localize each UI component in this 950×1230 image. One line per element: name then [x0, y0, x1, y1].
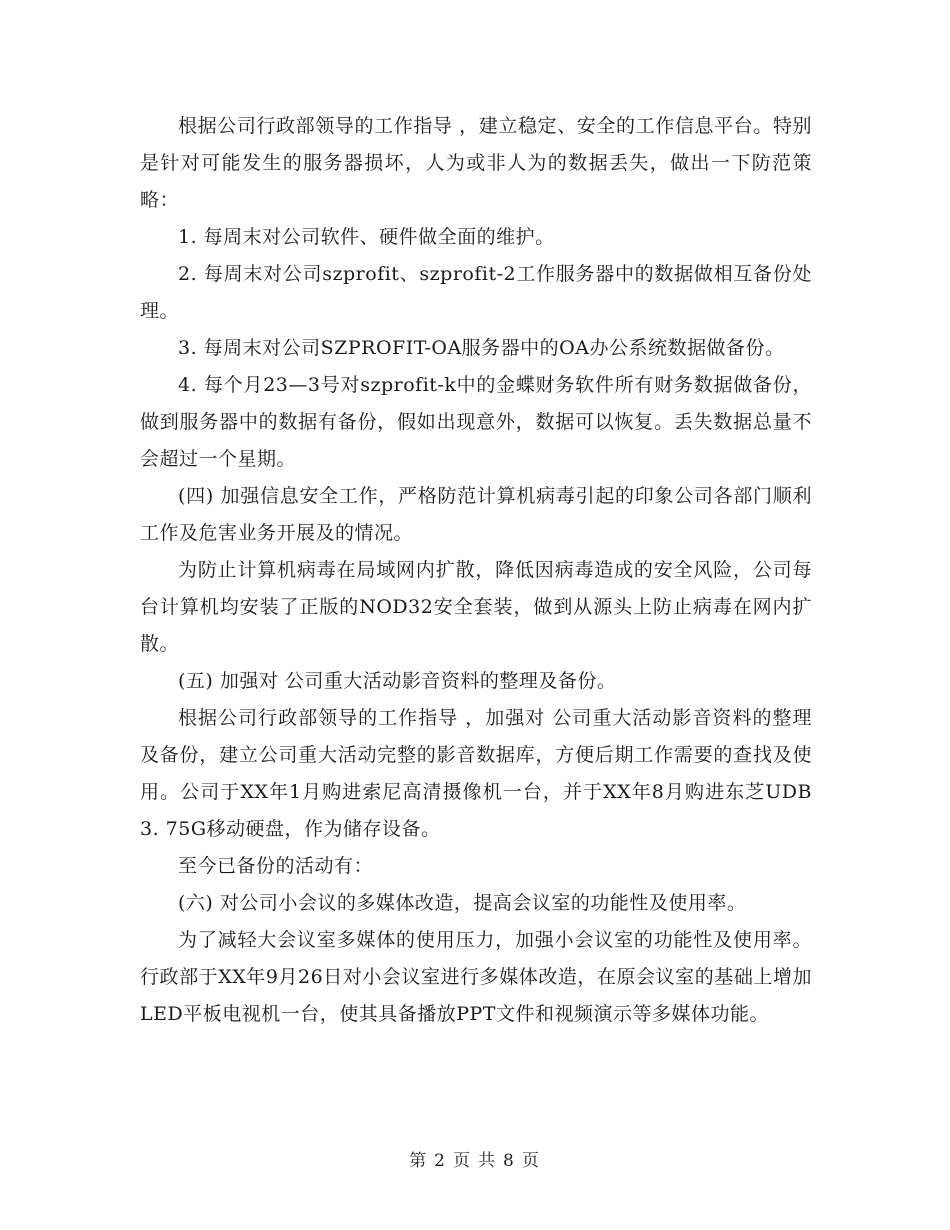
- footer-total-pages: 8: [503, 1151, 516, 1171]
- paragraph-item-2: 2. 每周末对公司szprofit、szprofit-2工作服务器中的数据做相互备份处理。: [140, 263, 812, 322]
- paragraph-item-4: 4. 每个月23—3号对szprofit-k中的金蝶财务软件所有财务数据做备份，做到服务器中的数据有备份，假如出现意外，数据可以恢复。丢失数据总量不会超过一个星期。: [140, 374, 812, 470]
- paragraph-intro: 根据公司行政部领导的工作指导 ，建立稳定、安全的工作信息平台。特别是针对可能发生的服务器损坏，人为或非人为的数据丢失，做出一下防范策略：: [140, 115, 812, 211]
- footer-page-unit: 页: [453, 1151, 472, 1171]
- section-heading-4: (四) 加强信息安全工作，严格防范计算机病毒引起的印象公司各部门顺利工作及危害业务开展及的情况。: [140, 485, 812, 544]
- paragraph-item-3: 3. 每周末对公司SZPROFIT-OA服务器中的OA办公系统数据做备份。: [178, 337, 785, 359]
- footer-total-prefix: 共: [478, 1151, 497, 1171]
- section-heading-5: (五) 加强对 公司重大活动影音资料的整理及备份。: [178, 670, 617, 692]
- paragraph-backed-up-events: 至今已备份的活动有：: [178, 855, 374, 877]
- paragraph-meeting-room: 为了减轻大会议室多媒体的使用压力，加强小会议室的功能性及使用率。行政部于XX年9月26日对小会议室进行多媒体改造，在原会议室的基础上增加LED平板电视机一台，使其具备播放PPT文件和视频演示等多媒体功能。: [140, 929, 812, 1025]
- paragraph-media-backup: 根据公司行政部领导的工作指导 ，加强对 公司重大活动影音资料的整理及备份，建立公司重大活动完整的影音数据库，方便后期工作需要的查找及使用。公司于XX年1月购进索尼高清摄像机一台，并于XX年8月购进东芝UDB3. 75G移动硬盘，作为储存设备。: [140, 707, 812, 840]
- footer-prefix: 第: [409, 1151, 429, 1171]
- footer-total-unit: 页: [521, 1151, 541, 1171]
- document-body: [140, 108, 812, 1033]
- paragraph-antivirus: 为防止计算机病毒在局域网内扩散，降低因病毒造成的安全风险，公司每台计算机均安装了正版的NOD32安全套装，做到从源头上防止病毒在网内扩散。: [140, 559, 812, 655]
- footer-current-page: 2: [434, 1151, 447, 1171]
- page-footer: [0, 1146, 950, 1171]
- section-heading-6: (六) 对公司小会议的多媒体改造，提高会议室的功能性及使用率。: [178, 892, 747, 914]
- paragraph-item-1: 1. 每周末对公司软件、硬件做全面的维护。: [178, 226, 555, 248]
